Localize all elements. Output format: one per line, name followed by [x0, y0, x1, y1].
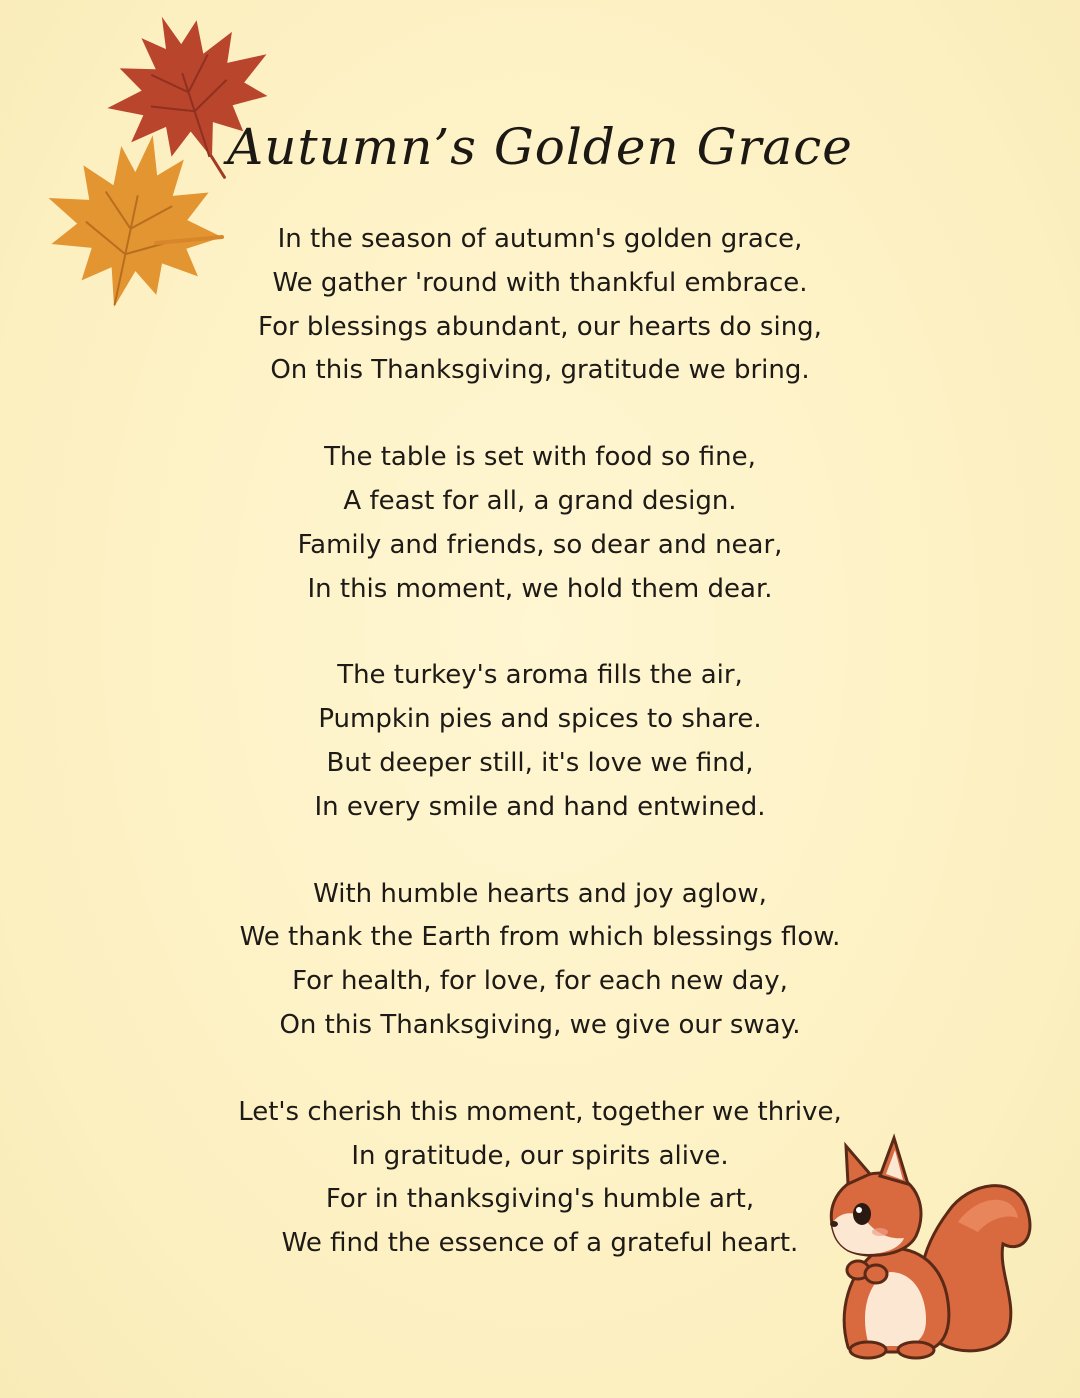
- poem-line: In the season of autumn's golden grace,: [277, 224, 803, 254]
- stanza-1: [0, 218, 1080, 393]
- poem-line: A feast for all, a grand design.: [343, 485, 737, 516]
- stanza-2: [0, 436, 1080, 611]
- stanza-3: [0, 654, 1080, 829]
- stanza-4: [0, 873, 1080, 1048]
- poem-line: Let's cherish this moment, together we thrive,: [238, 1096, 842, 1127]
- poem-line: For health, for love, for each new day,: [292, 966, 788, 997]
- poem-line: On this Thanksgiving, we give our sway.: [279, 1009, 801, 1040]
- poem-line: We thank the Earth from which blessings flow.: [239, 922, 841, 953]
- poem-line: On this Thanksgiving, gratitude we bring.: [270, 355, 810, 386]
- poem-line: We find the essence of a grateful heart.: [281, 1228, 799, 1259]
- poem-line: With humble hearts and joy aglow,: [313, 878, 767, 909]
- poem-line: In every smile and hand entwined.: [314, 791, 766, 822]
- poem-line: But deeper still, it's love we find,: [326, 747, 754, 778]
- squirrel-icon: [818, 1132, 1038, 1362]
- poem-title: Autumn’s Golden Grace: [227, 118, 853, 176]
- poem-line: We gather 'round with thankful embrace.: [272, 267, 808, 298]
- poem-line: The turkey's aroma fills the air,: [337, 660, 743, 691]
- poem-line: For in thanksgiving's humble art,: [325, 1184, 755, 1215]
- poem-line: In this moment, we hold them dear.: [307, 573, 773, 604]
- poem-line: For blessings abundant, our hearts do sing,: [258, 311, 822, 342]
- poem-line: Pumpkin pies and spices to share.: [318, 704, 762, 735]
- poem-line: In gratitude, our spirits alive.: [351, 1140, 729, 1171]
- poem-line: Family and friends, so dear and near,: [297, 529, 783, 560]
- poem-line: The table is set with food so fine,: [324, 442, 756, 473]
